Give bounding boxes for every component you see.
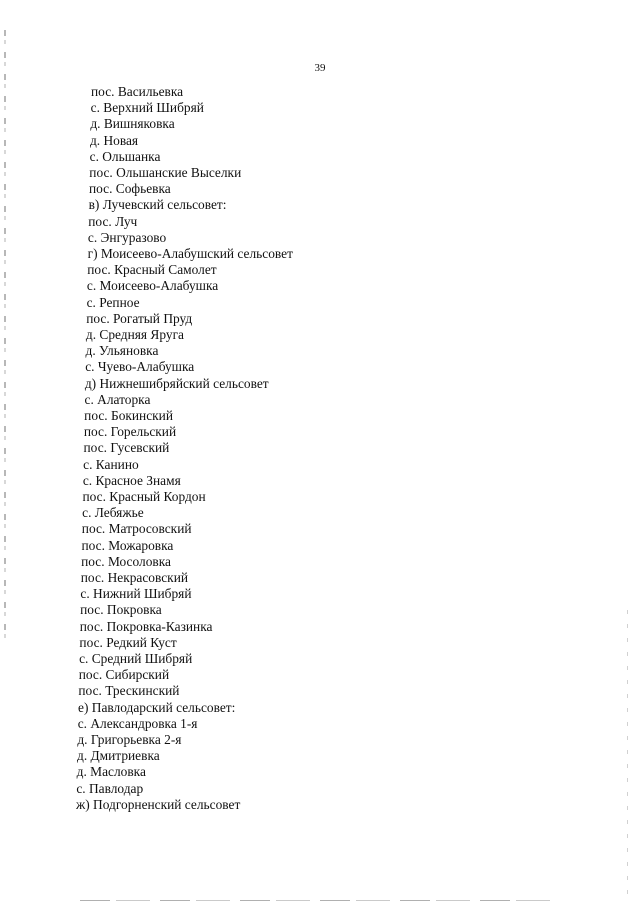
list-item: с. Красное Знамя — [82, 472, 181, 488]
list-item: с. Репное — [86, 294, 140, 310]
list-item: е) Павлодарский сельсовет: — [78, 699, 236, 715]
list-item: д. Новая — [89, 132, 139, 148]
list-item: д. Средняя Яруга — [85, 327, 185, 342]
list-item: с. Александровка 1-я — [77, 715, 198, 731]
scan-edge-right — [627, 610, 628, 900]
list-item: пос. Мосоловка — [81, 553, 171, 569]
list-item: пос. Горельский — [83, 424, 177, 440]
list-item: с. Средний Шибряй — [79, 651, 193, 666]
list-item: в) Лучевский сельсовет: — [88, 197, 227, 213]
list-item: с. Энгуразово — [87, 229, 167, 245]
list-item: д. Дмитриевка — [77, 748, 160, 764]
list-item: пос. Красный Самолет — [87, 262, 217, 278]
list-item: д. Ульяновка — [85, 343, 159, 359]
list-item: д. Григорьевка 2-я — [77, 732, 182, 747]
list-item: с. Лебяжье — [82, 505, 144, 521]
list-item: г) Моисеево-Алабушский сельсовет — [87, 246, 293, 261]
list-item: д) Нижнешибряйский сельсовет — [84, 375, 269, 391]
list-item: д. Вишняковка — [90, 116, 175, 132]
list-item: с. Павлодар — [76, 780, 144, 796]
list-item: пос. Красный Кордон — [82, 489, 206, 504]
scan-edge-bottom — [80, 900, 560, 901]
list-item: пос. Матросовский — [81, 521, 192, 537]
list-item: пос. Луч — [88, 213, 138, 229]
scan-edge-left — [4, 30, 6, 640]
list-item: ж) Подгорненский сельсовет — [76, 796, 241, 812]
list-item: с. Алаторка — [84, 391, 151, 407]
list-item: пос. Некрасовский — [80, 570, 189, 585]
list-item: пос. Гусевский — [83, 440, 170, 456]
list-item: пос. Сибирский — [78, 667, 170, 683]
page-number: 39 — [314, 62, 326, 74]
list-item: пос. Покровка — [80, 602, 162, 618]
list-item: пос. Можаровка — [81, 537, 174, 553]
list-item: пос. Рогатый Пруд — [86, 310, 193, 326]
list-item: пос. Ольшанские Выселки — [89, 165, 242, 180]
list-item: д. Масловка — [76, 764, 146, 780]
list-item: пос. Бокинский — [84, 408, 174, 423]
list-item: с. Нижний Шибряй — [80, 586, 192, 602]
list-item: с. Чуево-Алабушка — [85, 359, 195, 375]
list-item: с. Ольшанка — [89, 148, 161, 164]
list-item: с. Моисеево-Алабушка — [86, 278, 219, 294]
list-item: пос. Васильевка — [91, 84, 184, 99]
list-item: с. Верхний Шибряй — [90, 100, 204, 116]
list-item: пос. Софьевка — [88, 181, 171, 197]
list-item: пос. Трескинский — [78, 683, 180, 699]
list-item: с. Канино — [83, 456, 139, 472]
list-item: пос. Редкий Куст — [79, 634, 177, 650]
list-item: пос. Покровка-Казинка — [79, 618, 213, 634]
